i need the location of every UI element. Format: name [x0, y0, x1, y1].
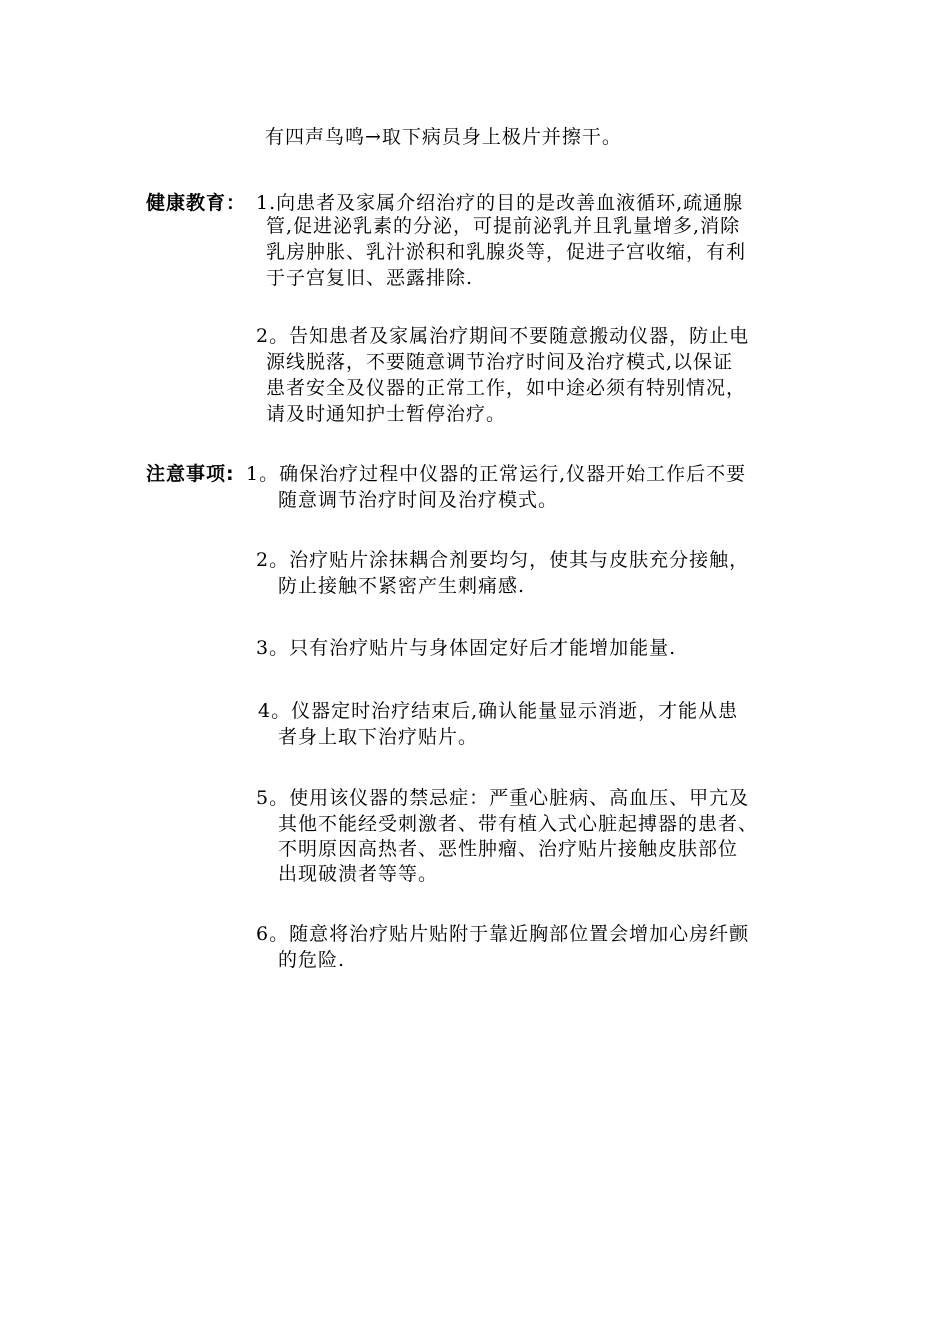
health-item-1-line-3: 乳房肿胀、乳汁淤积和乳腺炎等，促进子宫收缩，有利	[266, 241, 747, 263]
intro-line: 有四声鸟鸣→取下病员身上极片并擦干。	[265, 126, 622, 148]
health-item-2-line-4: 请及时通知护士暂停治疗。	[266, 403, 507, 425]
precaution-item-4-line-2: 者身上取下治疗贴片。	[278, 726, 479, 748]
precaution-item-2-line-1: 2。治疗贴片涂抹耦合剂要均匀，使其与皮肤充分接触，	[256, 549, 750, 571]
precaution-item-6-line-2: 的危险.	[278, 949, 346, 971]
precaution-item-5-line-4: 出现破溃者等等。	[278, 863, 439, 885]
precaution-item-4-line-1: 4。仪器定时治疗结束后,确认能量显示消逝，才能从患	[258, 700, 739, 722]
precautions-label: 注意事项:	[146, 463, 235, 485]
health-item-1-line-2: 管,促进泌乳素的分泌，可提前泌乳并且乳量增多,消除	[266, 215, 741, 237]
precaution-item-3-line-1: 3。只有治疗贴片与身体固定好后才能增加能量.	[256, 637, 677, 659]
health-item-1-line-1: 1.向患者及家属介绍治疗的目的是改善血液循环,疏通腺	[256, 192, 744, 214]
precaution-item-1-line-1: 1。确保治疗过程中仪器的正常运行,仪器开始工作后不要	[246, 463, 747, 485]
precaution-item-1-line-2: 随意调节治疗时间及治疗模式。	[278, 489, 559, 511]
precaution-item-5-line-3: 不明原因高热者、恶性肿瘤、治疗贴片接触皮肤部位	[278, 838, 739, 860]
precaution-item-5-line-2: 其他不能经受刺激者、带有植入式心脏起搏器的患者、	[278, 813, 759, 835]
precaution-item-2-line-2: 防止接触不紧密产生刺痛感.	[278, 575, 526, 597]
health-item-1-line-4: 于子宫复旧、恶露排除.	[266, 267, 474, 289]
precaution-item-5-line-1: 5。使用该仪器的禁忌症：严重心脏病、高血压、甲亢及	[256, 787, 750, 809]
health-education-label: 健康教育：	[146, 192, 247, 214]
health-item-2-line-2: 源线脱落，不要随意调节治疗时间及治疗模式,以保证	[266, 351, 734, 373]
precaution-item-6-line-1: 6。随意将治疗贴片贴附于靠近胸部位置会增加心房纤颤	[256, 923, 750, 945]
health-item-2-line-3: 患者安全及仪器的正常工作，如中途必须有特别情况，	[266, 377, 747, 399]
health-item-2-line-1: 2。告知患者及家属治疗期间不要随意搬动仪器，防止电	[256, 325, 750, 347]
